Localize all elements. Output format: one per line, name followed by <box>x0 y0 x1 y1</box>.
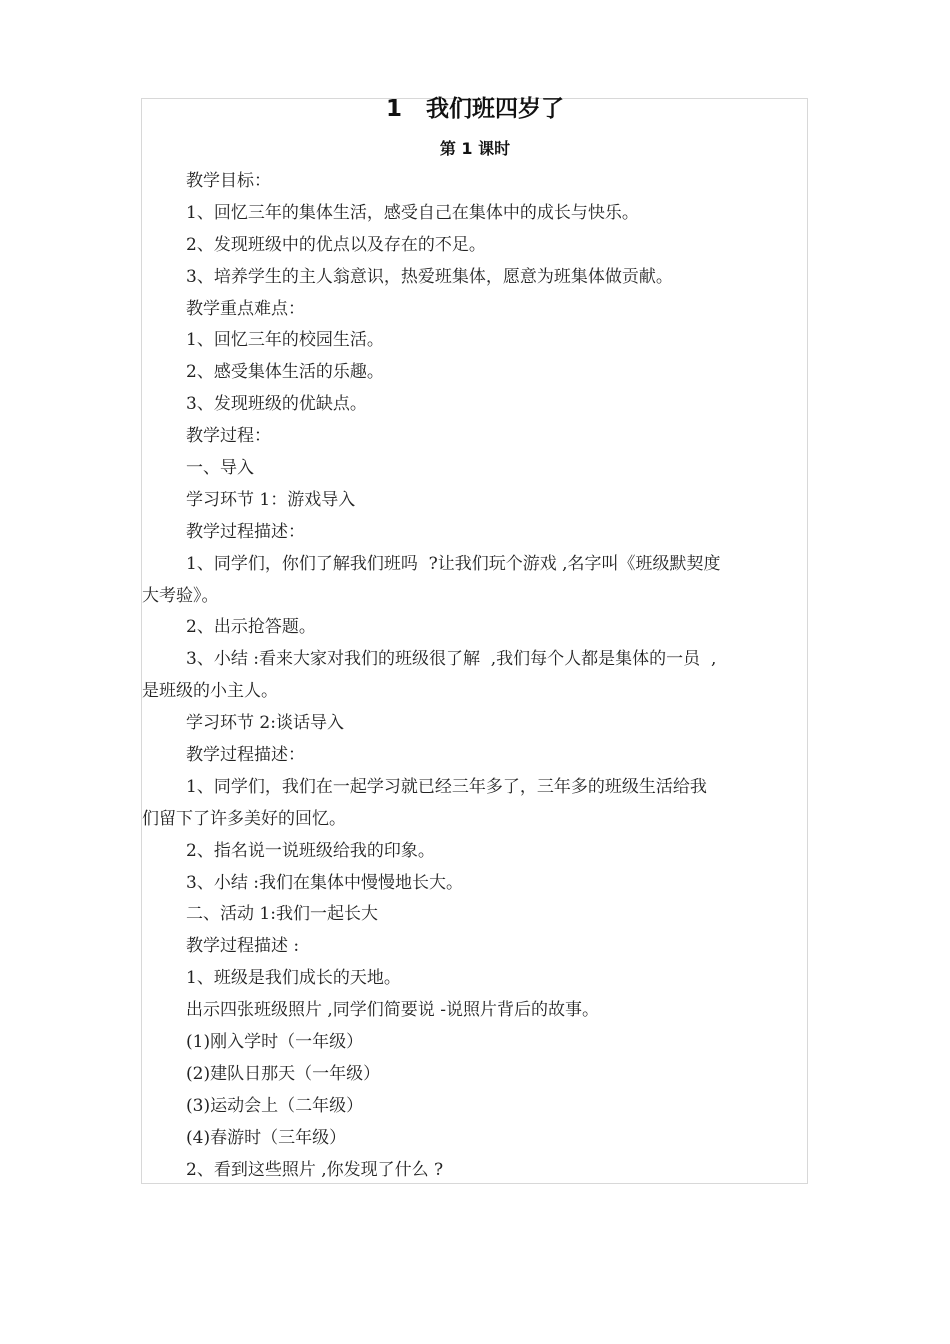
text-line: 们留下了许多美好的回忆。 <box>142 808 346 829</box>
text-line: 1、回忆三年的集体生活，感受自己在集体中的成长与快乐。 <box>186 202 639 223</box>
text-line: 1、班级是我们成长的天地。 <box>186 968 401 989</box>
lesson-subtitle: 第 1 课时 <box>439 139 511 158</box>
text-line: (3)运动会上（二年级） <box>186 1095 364 1116</box>
text-line: 3、小结 :看来大家对我们的班级很了解 ,我们每个人都是集体的一员 , <box>186 649 717 670</box>
text-line: 3、小结 :我们在集体中慢慢地长大。 <box>186 872 463 893</box>
text-line: 大考验》。 <box>142 585 219 606</box>
text-line: 3、发现班级的优缺点。 <box>186 394 367 415</box>
text-line: 学习环节 1：游戏导入 <box>186 489 356 510</box>
text-line: 教学重点难点： <box>186 298 305 319</box>
text-line: 2、发现班级中的优点以及存在的不足。 <box>186 234 486 255</box>
lesson-body <box>142 166 806 1187</box>
text-line: 3、培养学生的主人翁意识，热爱班集体，愿意为班集体做贡献。 <box>186 266 673 287</box>
text-line: (4)春游时（三年级） <box>186 1127 347 1148</box>
text-line: 教学过程描述 : <box>186 936 300 957</box>
text-line: 1、回忆三年的校园生活。 <box>186 330 384 351</box>
text-line: 1、同学们，我们在一起学习就已经三年多了，三年多的班级生活给我 <box>186 776 707 797</box>
text-line: 2、看到这些照片 ,你发现了什么 ? <box>186 1159 444 1180</box>
text-line: 2、感受集体生活的乐趣。 <box>186 362 384 383</box>
text-line: 2、出示抢答题。 <box>186 617 316 638</box>
text-line: 二、活动 1:我们一起长大 <box>186 904 378 925</box>
text-line: 教学过程描述： <box>186 745 305 766</box>
text-line: (1)刚入学时（一年级） <box>186 1032 364 1053</box>
text-line: (2)建队日那天（一年级） <box>186 1063 381 1084</box>
text-line: 教学目标： <box>186 171 271 191</box>
text-line: 1、同学们，你们了解我们班吗 ?让我们玩个游戏 ,名字叫《班级默契度 <box>186 553 721 574</box>
text-line: 一、导入 <box>186 458 254 479</box>
text-line: 是班级的小主人。 <box>142 681 278 702</box>
text-line: 学习环节 2:谈话导入 <box>186 713 344 734</box>
text-line: 教学过程描述： <box>186 521 305 542</box>
text-line: 2、指名说一说班级给我的印象。 <box>186 840 435 861</box>
text-line: 出示四张班级照片 ,同学们简要说 -说照片背后的故事。 <box>186 1000 599 1021</box>
text-line: 教学过程： <box>186 426 271 447</box>
lesson-title: 1 我们班四岁了 <box>385 96 565 122</box>
